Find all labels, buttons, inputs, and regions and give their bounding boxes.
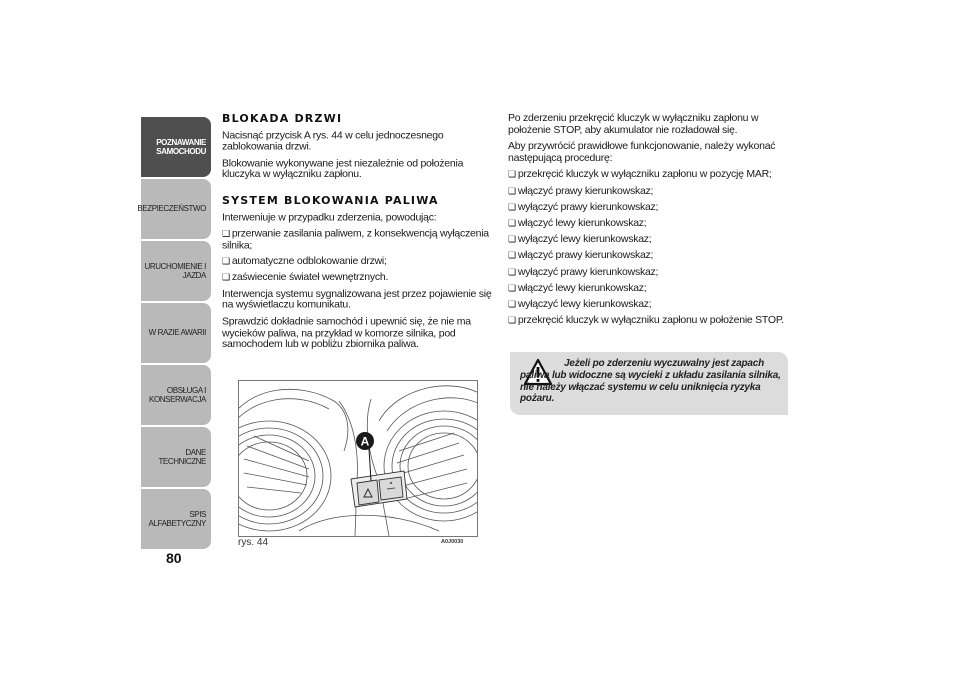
tab-label: W RAZIE AWARII [148,328,206,338]
paragraph: Po zderzeniu przekręcić kluczyk w wyłączniku zapłonu w położenie STOP, aby akumulator nie rozładował się. [508,112,759,136]
tab-w-razie-awarii[interactable] [141,303,211,363]
list-item: ❑ wyłączyć prawy kierunkowskaz; [508,202,788,214]
paragraph: Interweniuje w przypadku zderzenia, powodując: [222,211,437,224]
list-item: ❑ wyłączyć lewy kierunkowskaz; [508,234,788,246]
list-item: ❑ wyłączyć prawy kierunkowskaz; [508,267,788,279]
list-item: ❑ włączyć lewy kierunkowskaz; [508,218,788,230]
procedure-list [508,169,788,326]
heading-blokada-drzwi: BLOKADA DRZWI [222,112,343,125]
list-item: ❑ przerwanie zasilania paliwem, z konsekwencją wyłączenia silnika; [222,229,494,252]
list-item: ❑ wyłączyć lewy kierunkowskaz; [508,299,788,311]
page-number: 80 [166,550,182,566]
left-column [222,113,494,356]
paragraph: Blokowanie wykonywane jest niezależnie od położenia kluczyka w wyłączniku zapłonu. [222,157,464,181]
heading-system-blokowania-paliwa: SYSTEM BLOKOWANIA PALIWA [222,193,439,207]
list-item: ❑ włączyć prawy kierunkowskaz; [508,186,788,198]
figure-door-lock-button [238,380,478,537]
figure-code: A0J0030 [441,539,464,545]
list-item: ❑ zaświecenie świateł wewnętrznych. [222,272,494,283]
callout-a-label: A [360,434,370,449]
list-item: ❑ automatyczne odblokowanie drzwi; [222,256,494,267]
tab-dane-techniczne[interactable] [141,427,211,487]
tab-label: URUCHOMIENIE I JAZDA [144,261,206,280]
figure-caption: rys. 44 [238,537,269,548]
tab-uruchomienie-jazda[interactable] [141,241,211,301]
tab-label: DANE TECHNICZNE [158,447,206,466]
tab-bezpieczenstwo[interactable] [137,179,211,239]
paragraph: Sprawdzić dokładnie samochód i upewnić się, że nie ma wycieków paliwa, na przykład w komorze silnika, pod samochodem lub w pobliżu zbiornika paliwa. [222,315,471,351]
list-item: ❑ włączyć lewy kierunkowskaz; [508,283,788,295]
list-item: ❑ włączyć prawy kierunkowskaz; [508,250,788,262]
effects-list [222,229,494,284]
warning-box [510,352,788,415]
tab-label: SPIS ALFABETYCZNY [148,509,206,528]
tab-label: POZNAWANIE SAMOCHODU [156,137,206,156]
paragraph: Aby przywrócić prawidłowe funkcjonowanie, należy wykonać następującą procedurę: [508,140,776,164]
tab-spis-alfabetyczny[interactable] [141,489,211,549]
tab-label: BEZPIECZEŃSTWO [137,204,206,214]
paragraph: Interwencja systemu sygnalizowana jest przez pojawienie się na wyświetlaczu komunikatu. [222,287,492,311]
tab-obsluga-konserwacja[interactable] [141,365,211,425]
tab-label: OBSŁUGA I KONSERWACJA [149,385,206,404]
right-column [508,113,788,332]
tab-poznawanie-samochodu[interactable] [141,117,211,177]
warning-text: Jeżeli po zderzeniu wyczuwalny jest zapach paliwa lub widoczne są wycieki z układu zasilania silnika, nie należy włączać systemu w celu uniknięcia ryzyka pożaru. [520,358,781,405]
list-item: ❑ przekręcić kluczyk w wyłączniku zapłonu w pozycję MAR; [508,169,788,181]
dashboard-illustration [239,381,477,536]
list-item: ❑ przekręcić kluczyk w wyłączniku zapłonu w położenie STOP. [508,315,788,327]
paragraph: Nacisnąć przycisk A rys. 44 w celu jednoczesnego zablokowania drzwi. [222,129,444,153]
